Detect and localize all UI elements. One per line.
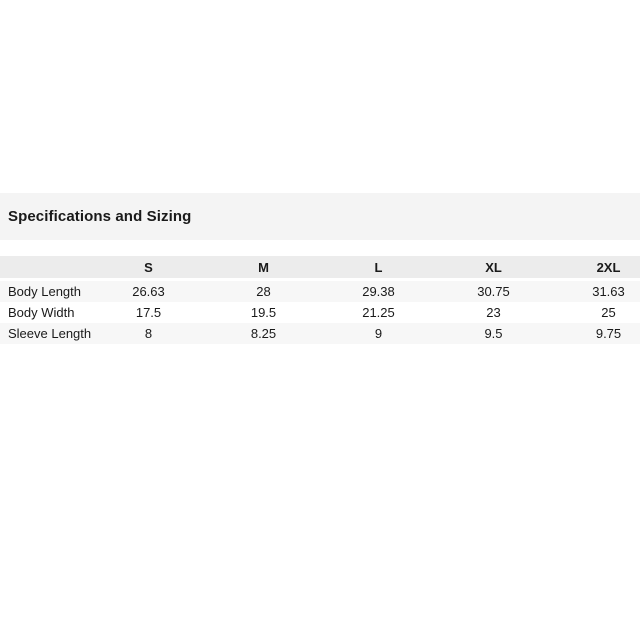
specifications-section-header bbox=[0, 193, 640, 240]
cell-body-width-xl: 23 bbox=[486, 305, 501, 320]
cell-sleeve-length-xl: 9.5 bbox=[484, 326, 503, 341]
table-header-row bbox=[0, 256, 640, 280]
cell-body-length-xl: 30.75 bbox=[477, 284, 510, 299]
cell-sleeve-length-m: 8.25 bbox=[250, 326, 277, 341]
table-row-sleeve-length bbox=[0, 323, 640, 344]
row-label: Sleeve Length bbox=[8, 326, 91, 341]
row-label: Body Length bbox=[8, 284, 82, 299]
corner-cell bbox=[0, 256, 91, 280]
cell-body-width-s: 17.5 bbox=[135, 305, 162, 320]
cell-body-width-2xl: 25 bbox=[601, 305, 616, 320]
cell-body-length-m: 28 bbox=[256, 284, 271, 299]
cell-body-length-s: 26.63 bbox=[132, 284, 165, 299]
cell-body-width-m: 19.5 bbox=[250, 305, 277, 320]
table-row-body-width bbox=[0, 302, 640, 323]
cell-sleeve-length-s: 8 bbox=[144, 326, 153, 341]
cell-sleeve-length-2xl: 9.75 bbox=[595, 326, 622, 341]
section-title: Specifications and Sizing bbox=[8, 208, 192, 225]
column-header-xl: XL bbox=[436, 256, 551, 280]
column-header-2xl: 2XL bbox=[551, 256, 640, 280]
cell-sleeve-length-l: 9 bbox=[374, 326, 383, 341]
column-header-l: L bbox=[321, 256, 436, 280]
row-label: Body Width bbox=[8, 305, 75, 320]
sizing-table-scroll[interactable] bbox=[0, 256, 640, 346]
column-header-s: S bbox=[91, 256, 206, 280]
column-header-m: M bbox=[206, 256, 321, 280]
cell-body-width-l: 21.25 bbox=[362, 305, 395, 320]
sizing-table bbox=[0, 256, 640, 344]
cell-body-length-l: 29.38 bbox=[362, 284, 395, 299]
table-row-body-length bbox=[0, 280, 640, 303]
cell-body-length-2xl: 31.63 bbox=[592, 284, 625, 299]
